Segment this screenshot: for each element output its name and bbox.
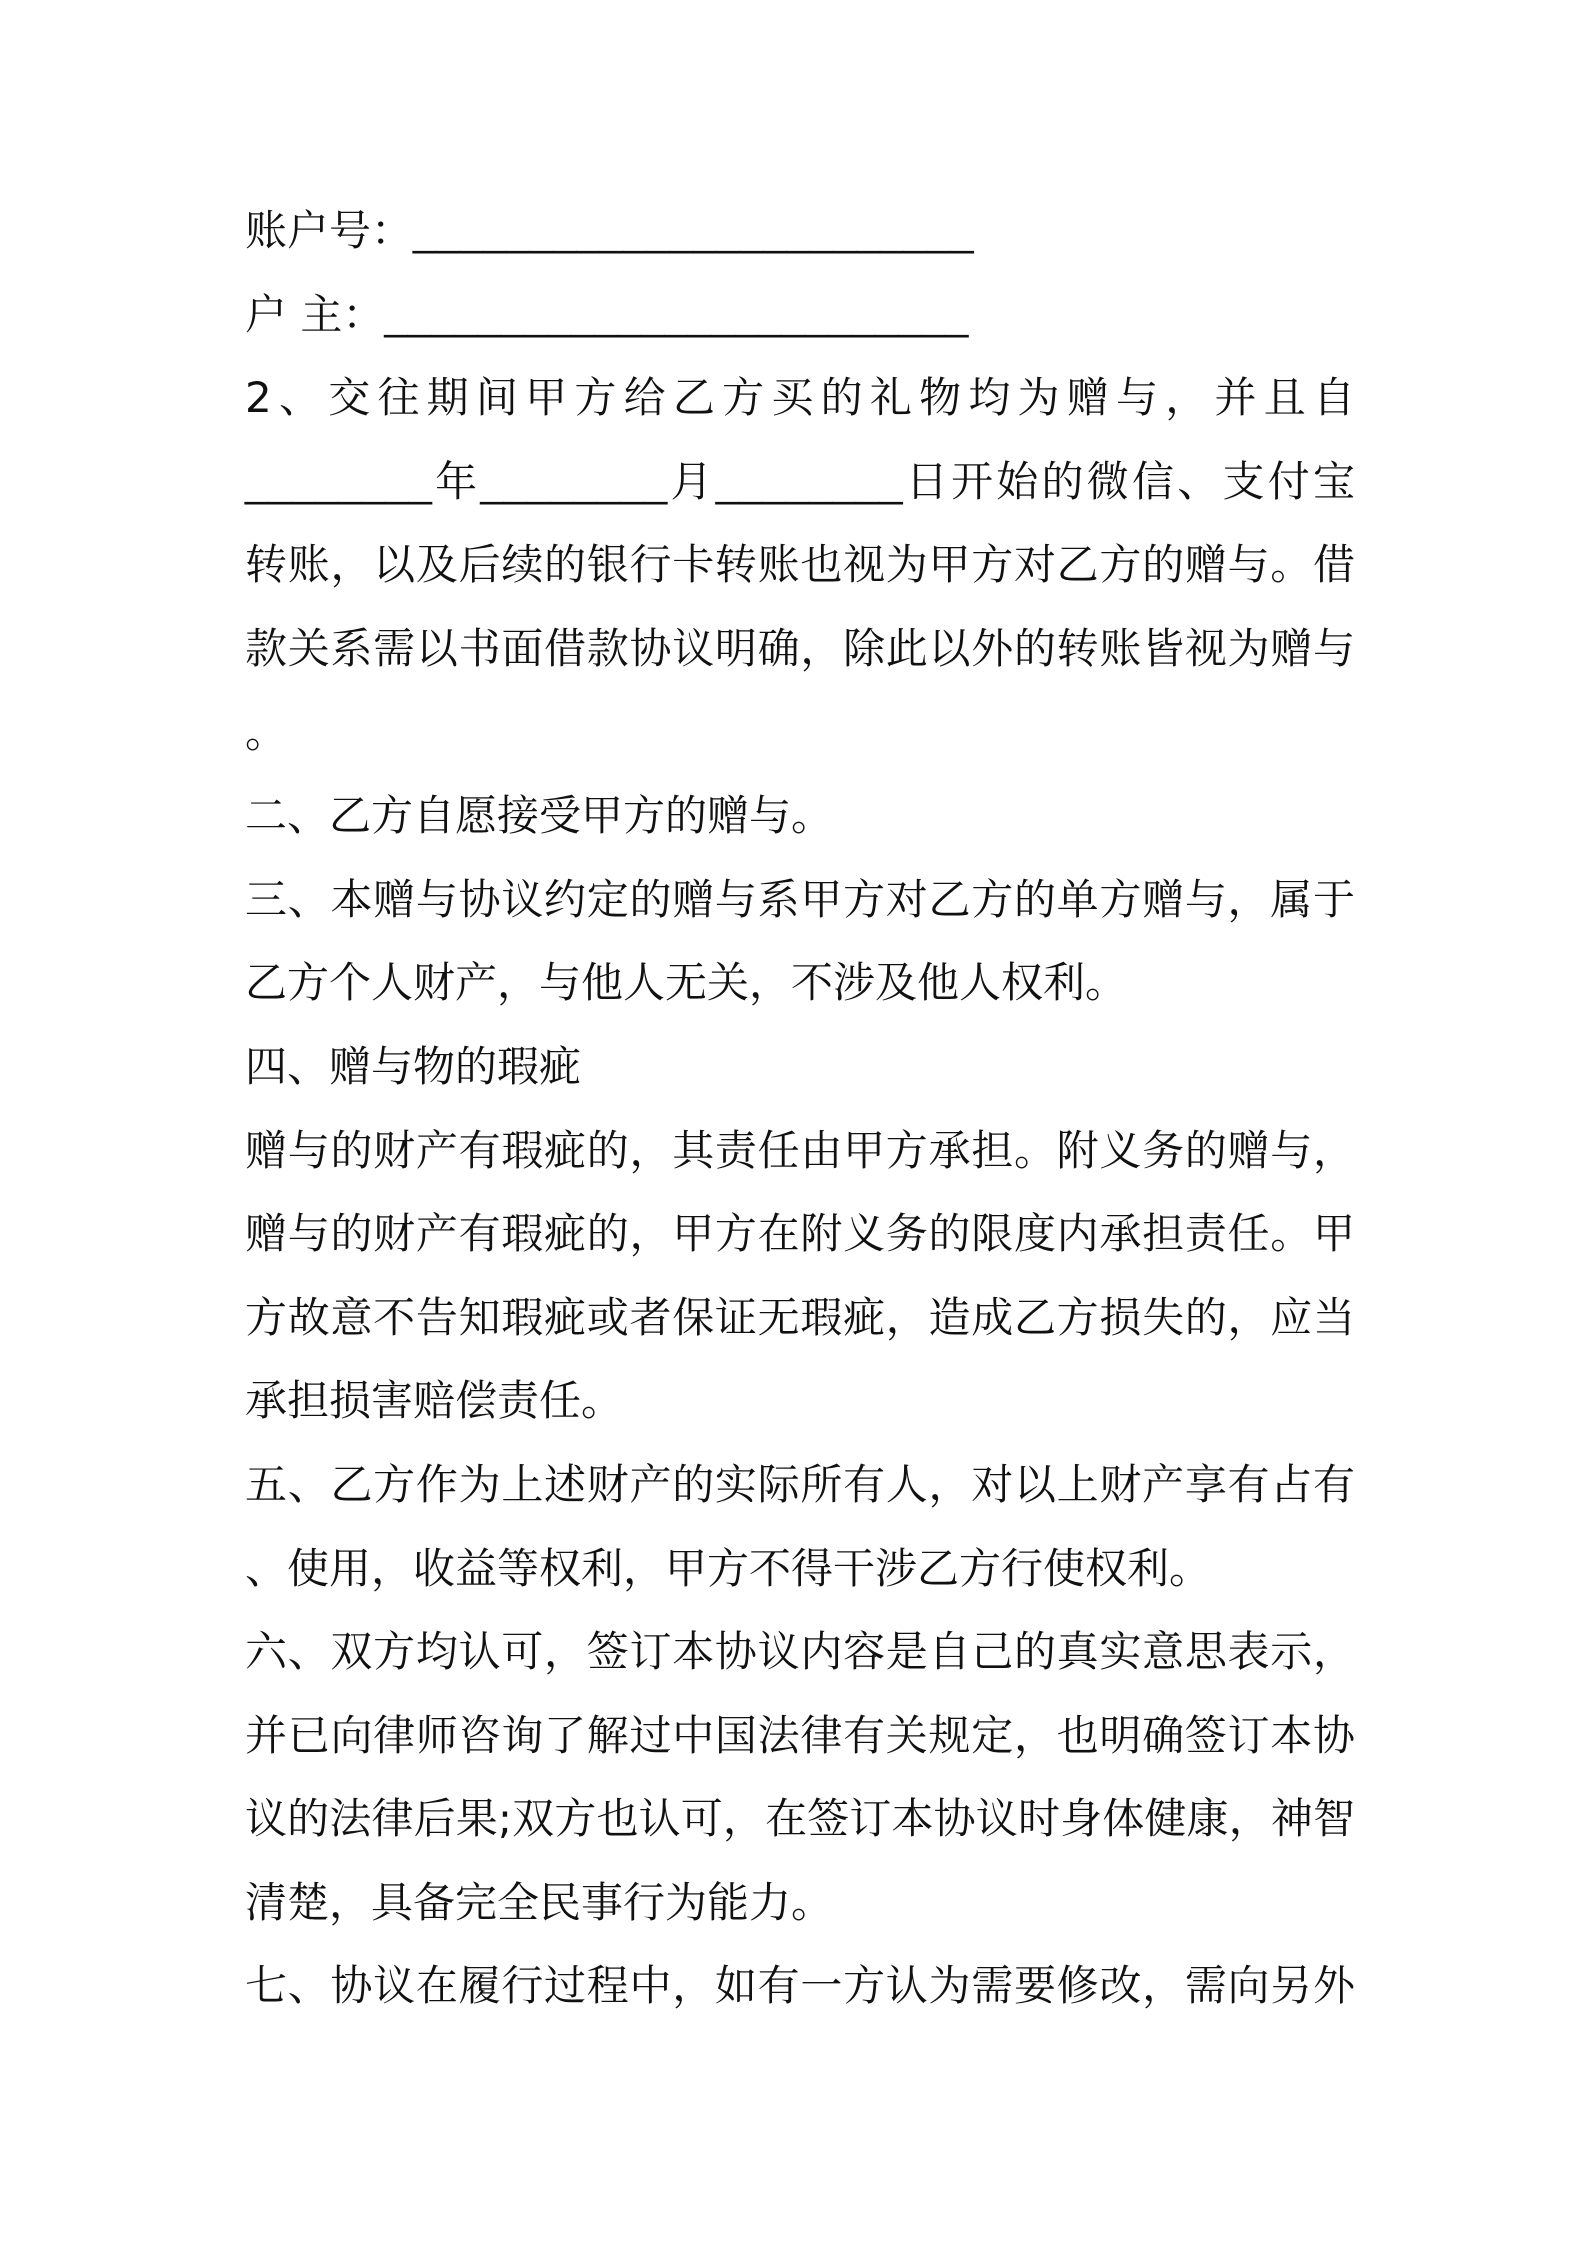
date-line-rest: 日开始的微信、支付宝 xyxy=(902,456,1355,506)
clause-heading: 四、赠与物的瑕疵 xyxy=(245,1041,582,1091)
text-line: 清楚，具备完全民事行为能力。 xyxy=(245,1877,834,1927)
text-line: 方故意不告知瑕疵或者保证无瑕疵，造成乙方损失的，应当 xyxy=(245,1292,1355,1342)
text-line: 并已向律师咨询了解过中国法律有关规定，也明确签订本协 xyxy=(245,1710,1355,1760)
text-line: 议的法律后果;双方也认可，在签订本协议时身体健康，神智 xyxy=(245,1794,1355,1844)
date-line xyxy=(245,440,1355,524)
text-line: 承担损害赔偿责任。 xyxy=(245,1376,624,1426)
clause-heading: 三、本赠与协议约定的赠与系甲方对乙方的单方赠与，属于 xyxy=(245,874,1355,924)
clause-heading: 二、乙方自愿接受甲方的赠与。 xyxy=(245,791,834,841)
document-body xyxy=(245,189,1355,2028)
month-blank: ________ xyxy=(480,457,668,505)
account-holder-line xyxy=(245,273,1355,357)
account-number-blank: ________________________ xyxy=(413,207,974,254)
clause-heading: 五、乙方作为上述财产的实际所有人，对以上财产享有占有 xyxy=(245,1459,1355,1509)
account-holder-blank: _________________________ xyxy=(384,290,969,338)
account-holder-label: 户 主： xyxy=(245,289,385,339)
year-label: 年 xyxy=(431,456,481,506)
text-line: 、使用，收益等权利，甲方不得干涉乙方行使权利。 xyxy=(245,1543,1212,1593)
text-line: 赠与的财产有瑕疵的，其责任由甲方承担。附义务的赠与， xyxy=(245,1125,1355,1175)
account-number-line xyxy=(245,189,1355,273)
text-line: 款关系需以书面借款协议明确，除此以外的转账皆视为赠与 xyxy=(245,623,1355,673)
clause-heading: 六、双方均认可，签订本协议内容是自己的真实意思表示， xyxy=(245,1627,1355,1677)
day-blank: ________ xyxy=(715,457,903,505)
account-number-label: 账户号： xyxy=(245,206,414,255)
year-blank: ________ xyxy=(245,457,432,505)
text-line: 赠与的财产有瑕疵的，甲方在附义务的限度内承担责任。甲 xyxy=(245,1209,1355,1259)
clause-heading: 七、协议在履行过程中，如有一方认为需要修改，需向另外 xyxy=(245,1961,1355,2011)
month-label: 月 xyxy=(667,456,716,506)
text-line: 转账，以及后续的银行卡转账也视为甲方对乙方的赠与。借 xyxy=(245,540,1355,590)
text-line: 乙方个人财产，与他人无关，不涉及他人权利。 xyxy=(245,958,1128,1008)
text-line: 2、交往期间甲方给乙方买的礼物均为赠与，并且自 xyxy=(245,373,1355,423)
text-line: 。 xyxy=(245,707,288,757)
